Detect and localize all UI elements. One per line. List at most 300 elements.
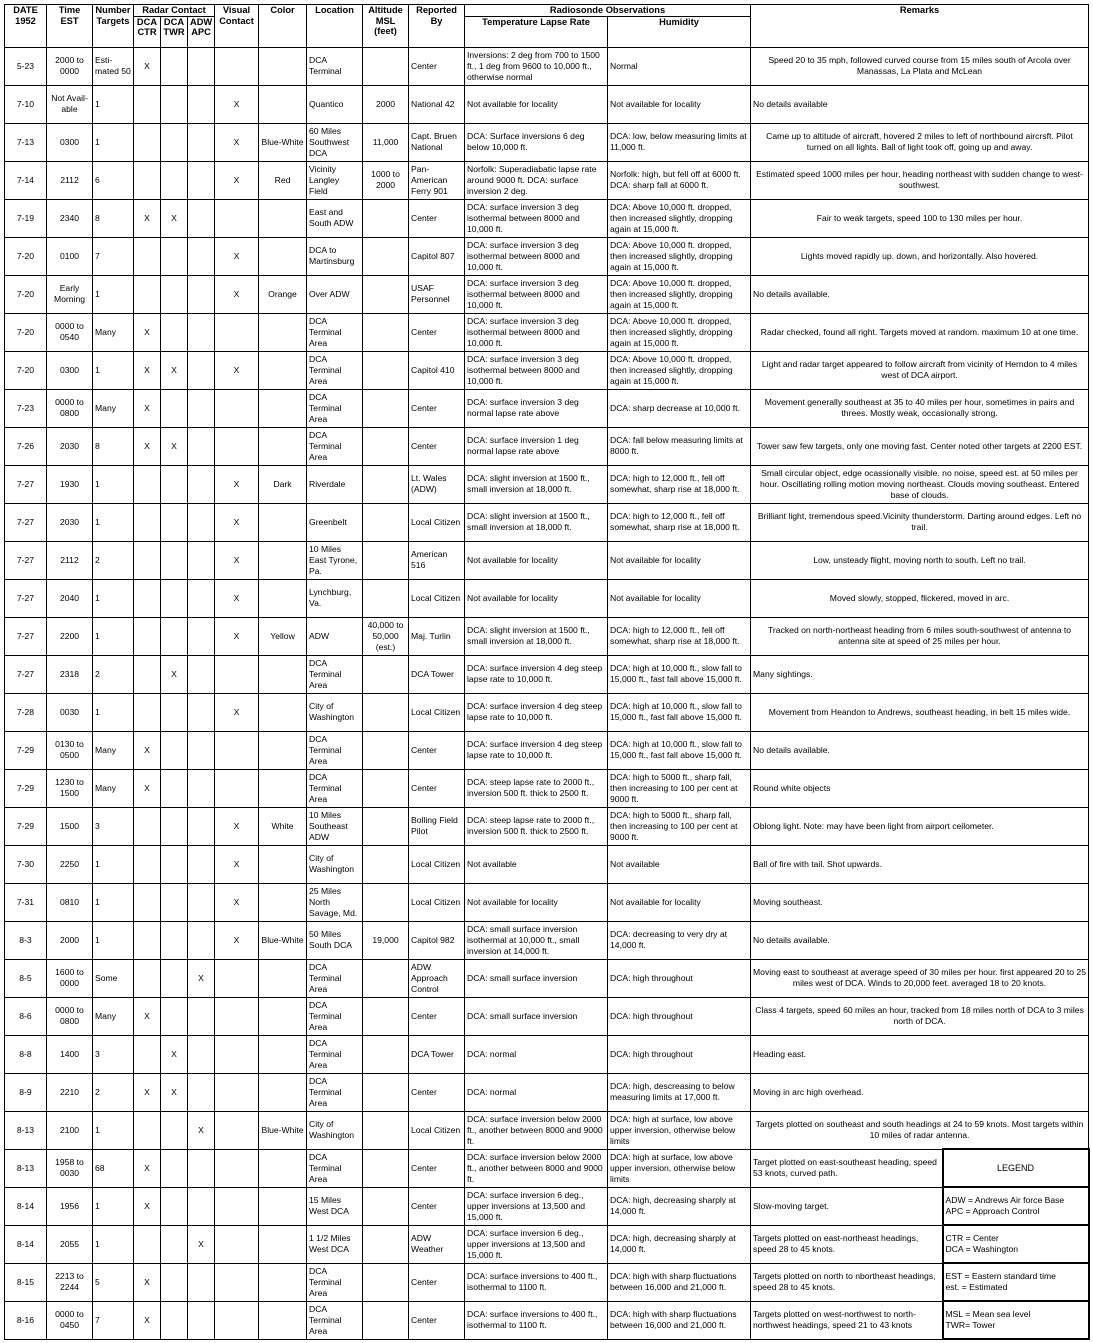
temperature-lapse-cell-text: DCA: normal <box>467 1086 517 1097</box>
time-cell-text: 1600 to 0000 <box>55 967 84 989</box>
date-cell-text: 7-14 <box>16 174 35 185</box>
location-cell <box>307 313 363 351</box>
temperature-lapse-cell <box>465 579 608 617</box>
temperature-lapse-cell <box>465 1111 608 1149</box>
reported-by-cell <box>409 465 465 503</box>
dca-ctr-cell <box>134 313 161 351</box>
humidity-cell-text: DCA: high throughout <box>610 1010 693 1021</box>
date-cell-text: 8-8 <box>19 1048 32 1059</box>
visual-contact-cell <box>215 541 259 579</box>
table-row <box>5 1187 1089 1225</box>
humidity-cell <box>608 617 751 655</box>
legend-line: ADW = Andrews Air force Base <box>945 1195 1065 1206</box>
date-cell <box>5 959 47 997</box>
date-cell-text: 8-13 <box>16 1162 35 1173</box>
location-cell <box>307 1073 363 1111</box>
remarks-cell <box>751 1187 943 1225</box>
number-targets-cell-text: 2 <box>95 554 100 565</box>
visual-contact-cell <box>215 693 259 731</box>
adw-apc-cell <box>188 275 215 313</box>
sighting-table <box>4 4 1090 1340</box>
location-cell <box>307 693 363 731</box>
reported-by-cell-text: Local Citizen <box>411 516 461 527</box>
visual-contact-cell <box>215 921 259 959</box>
number-targets-cell-text: Esti-mated 50 <box>95 55 131 77</box>
humidity-cell <box>608 199 751 237</box>
date-cell <box>5 85 47 123</box>
temperature-lapse-cell-text: DCA: surface inversion below 2000 ft., another between 8000 and 9000 ft. <box>467 1152 603 1184</box>
time-cell-text: 2055 <box>59 1238 80 1249</box>
visual-contact-cell-text: X <box>233 820 240 831</box>
location-cell-text: DCA Terminal Area <box>309 734 342 766</box>
altitude-cell <box>363 921 409 959</box>
reported-by-cell <box>409 1225 465 1263</box>
date-cell-text: 7-29 <box>16 820 35 831</box>
humidity-cell <box>608 503 751 541</box>
humidity-cell-text: DCA: high to 12,000 ft., fell off somewhat, sharp rise at 18,000 ft. <box>610 625 740 647</box>
adw-apc-cell <box>188 617 215 655</box>
dca-ctr-cell <box>134 655 161 693</box>
time-cell <box>47 693 93 731</box>
altitude-cell <box>363 1073 409 1111</box>
temperature-lapse-cell-text: Not available for locality <box>467 896 558 907</box>
time-cell <box>47 503 93 541</box>
time-cell-text: 0300 <box>59 136 80 147</box>
reported-by-cell <box>409 47 465 85</box>
altitude-cell <box>363 237 409 275</box>
temperature-lapse-cell-text: DCA: small surface inversion isothermal at 10,000 ft., small inversion at 14,000 ft. <box>467 924 580 956</box>
reported-by-cell <box>409 693 465 731</box>
date-cell <box>5 1111 47 1149</box>
altitude-cell <box>363 845 409 883</box>
time-cell <box>47 655 93 693</box>
reported-by-cell-text: Center <box>411 212 437 223</box>
location-cell <box>307 921 363 959</box>
reported-by-cell <box>409 541 465 579</box>
number-targets-cell <box>93 1263 134 1301</box>
remarks-cell <box>751 921 1089 959</box>
altitude-cell <box>363 275 409 313</box>
location-cell <box>307 845 363 883</box>
humidity-cell-text: DCA: Above 10,000 ft. dropped, then increased slightly, dropping again at 15,000 ft. <box>610 354 733 386</box>
time-cell <box>47 1187 93 1225</box>
dca-twr-cell <box>161 1035 188 1073</box>
location-cell-text: DCA Terminal Area <box>309 658 342 690</box>
reported-by-cell <box>409 1111 465 1149</box>
reported-by-cell <box>409 1149 465 1187</box>
color-cell-text: Blue-White <box>261 136 304 147</box>
visual-contact-cell <box>215 769 259 807</box>
time-cell <box>47 313 93 351</box>
remarks-cell <box>751 85 1089 123</box>
color-cell <box>259 617 307 655</box>
number-targets-cell-text: Many <box>95 782 117 793</box>
adw-apc-cell <box>188 1187 215 1225</box>
temperature-lapse-cell <box>465 1263 608 1301</box>
number-targets-cell-text: 68 <box>95 1162 105 1173</box>
humidity-cell <box>608 769 751 807</box>
remarks-cell-text: No details available. <box>753 744 830 755</box>
remarks-cell <box>751 883 1089 921</box>
table-row <box>5 1073 1089 1111</box>
date-cell <box>5 769 47 807</box>
date-cell-text: 8-5 <box>19 972 32 983</box>
adw-apc-cell <box>188 921 215 959</box>
visual-contact-cell <box>215 237 259 275</box>
humidity-cell <box>608 237 751 275</box>
humidity-cell-text: DCA: high to 12,000 ft., fell off somewhat, sharp rise at 18,000 ft. <box>610 511 740 533</box>
location-cell <box>307 655 363 693</box>
remarks-header: Remarks <box>751 5 1089 48</box>
dca-ctr-cell <box>134 1035 161 1073</box>
humidity-cell <box>608 845 751 883</box>
visual-contact-cell <box>215 731 259 769</box>
humidity-header: Humidity <box>608 16 751 47</box>
altitude-cell <box>363 997 409 1035</box>
reported-by-cell <box>409 845 465 883</box>
dca-ctr-cell <box>134 47 161 85</box>
dca-twr-cell <box>161 845 188 883</box>
dca-twr-cell <box>161 1111 188 1149</box>
temperature-lapse-cell <box>465 465 608 503</box>
humidity-cell-text: DCA: high at surface, low above upper inversion, otherwise below limits <box>610 1152 736 1184</box>
dca-ctr-cell <box>134 997 161 1035</box>
reported-by-cell-text: Capitol 410 <box>411 364 455 375</box>
time-cell-text: 0000 to 0450 <box>55 1309 84 1331</box>
remarks-cell <box>751 1301 943 1339</box>
temperature-lapse-cell-text: DCA: Surface inversions 6 deg below 10,000 ft. <box>467 131 585 153</box>
location-cell-text: 60 Miles Southwest DCA <box>309 126 350 158</box>
header-row-1 <box>5 5 1089 17</box>
remarks-cell-text: Ball of fire with tail. Shot upwards. <box>753 858 882 869</box>
location-cell <box>307 237 363 275</box>
color-cell <box>259 731 307 769</box>
sighting-table-container <box>4 4 1090 1340</box>
number-targets-cell <box>93 731 134 769</box>
number-targets-cell-text: 2 <box>95 668 100 679</box>
date-cell-text: 7-27 <box>16 478 35 489</box>
remarks-cell <box>751 1073 1089 1111</box>
visual-contact-cell <box>215 997 259 1035</box>
legend-line: DCA = Washington <box>945 1244 1019 1255</box>
table-row <box>5 389 1089 427</box>
humidity-cell <box>608 1187 751 1225</box>
humidity-cell <box>608 1035 751 1073</box>
number-targets-cell <box>93 1073 134 1111</box>
altitude-cell <box>363 389 409 427</box>
location-cell <box>307 807 363 845</box>
temperature-lapse-cell-text: DCA: slight inversion at 1500 ft., small inversion at 18,000 ft. <box>467 625 590 647</box>
dca-twr-cell <box>161 921 188 959</box>
remarks-cell-text: No details available. <box>753 288 830 299</box>
temperature-lapse-cell <box>465 997 608 1035</box>
humidity-cell-text: DCA: high to 5000 ft., sharp fall, then increasing to 100 per cent at 9000 ft. <box>610 810 738 842</box>
dca-twr-cell-text: X <box>171 440 177 451</box>
number-targets-cell-text: 1 <box>95 630 100 641</box>
time-cell-text: 0100 <box>59 250 80 261</box>
time-cell <box>47 1263 93 1301</box>
dca-twr-cell <box>161 693 188 731</box>
dca-twr-cell <box>161 541 188 579</box>
dca-twr-cell <box>161 769 188 807</box>
humidity-cell-text: DCA: high, decreasing sharply at 14,000 ft. <box>610 1195 736 1217</box>
humidity-cell <box>608 1149 751 1187</box>
table-row <box>5 693 1089 731</box>
visual-contact-cell <box>215 313 259 351</box>
remarks-cell <box>751 1263 943 1301</box>
number-targets-cell <box>93 465 134 503</box>
number-targets-cell-text: 8 <box>95 440 100 451</box>
date-cell-text: 8-13 <box>16 1124 35 1135</box>
visual-contact-cell-text: X <box>233 896 240 907</box>
visual-contact-cell <box>215 845 259 883</box>
temperature-lapse-cell <box>465 731 608 769</box>
remarks-cell <box>751 161 1089 199</box>
color-cell <box>259 199 307 237</box>
remarks-cell-text: Targets plotted on north to nbortheast headings, speed 28 to 45 knots. <box>753 1271 936 1293</box>
color-cell-text: Orange <box>268 288 297 299</box>
altitude-cell <box>363 883 409 921</box>
temperature-lapse-cell-text: DCA: surface inversion 1 deg normal lapse rate above <box>467 435 579 457</box>
date-cell <box>5 1225 47 1263</box>
number-targets-cell <box>93 959 134 997</box>
time-cell-text: 0300 <box>59 364 80 375</box>
temperature-lapse-cell <box>465 1035 608 1073</box>
temperature-lapse-cell <box>465 1225 608 1263</box>
location-cell <box>307 769 363 807</box>
temperature-lapse-cell-text: Inversions: 2 deg from 700 to 1500 ft., 1 deg from 9600 to 10,000 ft., otherwise normal <box>467 50 600 82</box>
dca-twr-cell-text: X <box>171 364 177 375</box>
color-cell <box>259 579 307 617</box>
dca-twr-cell <box>161 1263 188 1301</box>
adw-apc-cell <box>188 427 215 465</box>
dca-ctr-cell <box>134 845 161 883</box>
visual-contact-cell-text: X <box>233 250 240 261</box>
visual-contact-cell <box>215 807 259 845</box>
humidity-cell-text: DCA: high, descreasing to below measuring limits at 17,000 ft. <box>610 1081 735 1103</box>
humidity-cell-text: DCA: high to 5000 ft., sharp fall, then increasing to 100 per cent at 9000 ft. <box>610 772 738 804</box>
adw-apc-cell <box>188 1301 215 1339</box>
reported-by-cell-text: Capitol 982 <box>411 934 455 945</box>
number-targets-cell-text: 1 <box>95 478 100 489</box>
time-cell <box>47 579 93 617</box>
humidity-cell <box>608 1225 751 1263</box>
humidity-cell-text: DCA: high at 10,000 ft., slow fall to 15,000 ft., fast fall above 15,000 ft. <box>610 701 742 723</box>
dca-ctr-cell <box>134 161 161 199</box>
temperature-lapse-cell-text: DCA: steep lapse rate to 2000 ft., inversion 500 ft. thick to 2500 ft. <box>467 815 595 837</box>
dca-twr-cell <box>161 199 188 237</box>
color-cell <box>259 769 307 807</box>
humidity-cell <box>608 85 751 123</box>
color-cell <box>259 541 307 579</box>
color-cell <box>259 959 307 997</box>
humidity-cell <box>608 465 751 503</box>
altitude-cell <box>363 123 409 161</box>
color-cell <box>259 123 307 161</box>
reported-by-cell-text: DCA Tower <box>411 1048 454 1059</box>
dca-ctr-cell-text: X <box>144 212 150 223</box>
table-row <box>5 655 1089 693</box>
date-cell <box>5 1187 47 1225</box>
altitude-cell-text: 40,000 to 50,000 (est.) <box>367 620 404 652</box>
number-targets-cell <box>93 617 134 655</box>
location-cell-text: Vicinity Langley Field <box>309 164 340 196</box>
adw-apc-cell <box>188 237 215 275</box>
date-cell <box>5 845 47 883</box>
dca-ctr-cell <box>134 351 161 389</box>
time-cell <box>47 769 93 807</box>
table-row <box>5 313 1089 351</box>
remarks-cell <box>751 1149 943 1187</box>
date-cell-text: 8-16 <box>16 1314 35 1325</box>
color-cell <box>259 655 307 693</box>
number-header: Number Targets <box>93 5 134 48</box>
color-cell <box>259 1301 307 1339</box>
altitude-cell <box>363 541 409 579</box>
visual-contact-cell <box>215 1111 259 1149</box>
date-cell-text: 7-20 <box>16 364 35 375</box>
color-cell <box>259 351 307 389</box>
time-cell-text: 2318 <box>59 668 80 679</box>
date-cell <box>5 161 47 199</box>
dca-ctr-cell <box>134 123 161 161</box>
date-cell-text: 7-27 <box>16 516 35 527</box>
temperature-lapse-cell-text: DCA: steep lapse rate to 2000 ft., inversion 500 ft. thick to 2500 ft. <box>467 777 595 799</box>
radiosonde-header: Radiosonde Observations <box>465 5 751 17</box>
humidity-cell <box>608 807 751 845</box>
reported-by-cell-text: ADW Weather <box>411 1233 444 1255</box>
adw-apc-cell <box>188 503 215 541</box>
temperature-lapse-cell-text: DCA: surface inversion 4 deg steep lapse rate to 10,000 ft. <box>467 701 603 723</box>
temperature-lapse-cell-text: DCA: normal <box>467 1048 517 1059</box>
table-row <box>5 541 1089 579</box>
adw-apc-cell <box>188 313 215 351</box>
adw-apc-cell <box>188 997 215 1035</box>
location-cell-text: DCA Terminal Area <box>309 354 342 386</box>
reported-by-cell <box>409 617 465 655</box>
visual-contact-cell-text: X <box>233 98 240 109</box>
dca-ctr-cell-text: X <box>144 440 150 451</box>
dca-ctr-cell <box>134 1225 161 1263</box>
reported-by-cell <box>409 1263 465 1301</box>
reported-by-cell-text: Local Citizen <box>411 592 461 603</box>
reported-by-cell <box>409 769 465 807</box>
time-cell-text: 2000 to 0000 <box>55 55 84 77</box>
time-cell-text: 2112 <box>60 554 79 565</box>
date-cell-text: 7-10 <box>16 98 35 109</box>
dca-twr-cell <box>161 47 188 85</box>
reported-by-cell-text: Local Citizen <box>411 896 461 907</box>
time-cell-text: 0030 <box>59 706 80 717</box>
remarks-cell <box>751 731 1089 769</box>
dca-ctr-cell <box>134 769 161 807</box>
altitude-cell <box>363 1149 409 1187</box>
adw-apc-cell <box>188 655 215 693</box>
reported-by-cell <box>409 503 465 541</box>
remarks-cell <box>751 47 1089 85</box>
table-row <box>5 921 1089 959</box>
reported-by-cell-text: Bolling Field Pilot <box>411 815 458 837</box>
reported-by-cell <box>409 199 465 237</box>
location-cell <box>307 351 363 389</box>
time-cell <box>47 161 93 199</box>
number-targets-cell <box>93 693 134 731</box>
visual-contact-cell <box>215 959 259 997</box>
date-cell <box>5 921 47 959</box>
location-cell <box>307 997 363 1035</box>
visual-contact-cell <box>215 389 259 427</box>
time-cell <box>47 541 93 579</box>
altitude-cell <box>363 85 409 123</box>
date-cell <box>5 617 47 655</box>
reported-by-cell-text: Maj. Turlin <box>411 630 451 641</box>
remarks-cell <box>751 959 1089 997</box>
number-targets-cell <box>93 655 134 693</box>
altitude-cell <box>363 1111 409 1149</box>
table-row <box>5 199 1089 237</box>
time-cell <box>47 617 93 655</box>
visual-contact-cell-text: X <box>233 478 240 489</box>
table-row <box>5 85 1089 123</box>
humidity-cell-text: DCA: Above 10,000 ft. dropped, then increased slightly, dropping again at 15,000 ft. <box>610 316 733 348</box>
visual-contact-cell <box>215 351 259 389</box>
time-cell-text: 2030 <box>59 440 80 451</box>
humidity-cell <box>608 161 751 199</box>
visual-contact-cell-text: X <box>233 554 240 565</box>
date-cell-text: 7-31 <box>16 896 35 907</box>
time-cell-text: Not Avail-able <box>51 93 88 115</box>
reported-by-cell <box>409 427 465 465</box>
date-cell <box>5 1263 47 1301</box>
time-cell <box>47 883 93 921</box>
date-cell-text: 7-27 <box>16 554 35 565</box>
dca-ctr-cell <box>134 959 161 997</box>
humidity-cell-text: DCA: high, decreasing sharply at 14,000 ft. <box>610 1233 736 1255</box>
number-targets-cell-text: 1 <box>95 1124 100 1135</box>
location-cell-text: 15 Miles West DCA <box>309 1195 349 1217</box>
color-header: Color <box>259 5 307 48</box>
adw-apc-cell <box>188 883 215 921</box>
date-cell <box>5 123 47 161</box>
reported-by-cell-text: Center <box>411 1086 437 1097</box>
time-cell <box>47 427 93 465</box>
reported-by-cell-text: DCA Tower <box>411 668 454 679</box>
remarks-cell <box>751 807 1089 845</box>
humidity-cell-text: DCA: sharp decrease at 10,000 ft. <box>610 402 740 413</box>
reported-by-cell-text: Center <box>411 402 437 413</box>
visual-contact-cell-text: X <box>233 706 240 717</box>
number-targets-cell <box>93 1149 134 1187</box>
remarks-cell-text: Lights moved rapidly up. down, and horizontally. Also hovered. <box>800 250 1039 261</box>
location-cell-text: DCA Terminal Area <box>309 772 342 804</box>
time-cell <box>47 997 93 1035</box>
date-cell <box>5 427 47 465</box>
location-cell-text: DCA to Martinsburg <box>309 245 355 267</box>
table-row <box>5 807 1089 845</box>
reported-by-cell <box>409 1301 465 1339</box>
adw-apc-cell <box>188 959 215 997</box>
temperature-lapse-cell <box>465 655 608 693</box>
time-cell-text: 2100 <box>59 1124 80 1135</box>
table-row <box>5 503 1089 541</box>
dca-twr-cell <box>161 617 188 655</box>
reported-by-cell-text: Center <box>411 1276 437 1287</box>
color-cell <box>259 883 307 921</box>
time-cell-text: 1500 <box>59 820 80 831</box>
time-cell-text: 2250 <box>59 858 80 869</box>
dca-ctr-cell-text: X <box>144 1314 150 1325</box>
visual-contact-header: Visual Contact <box>215 5 259 48</box>
